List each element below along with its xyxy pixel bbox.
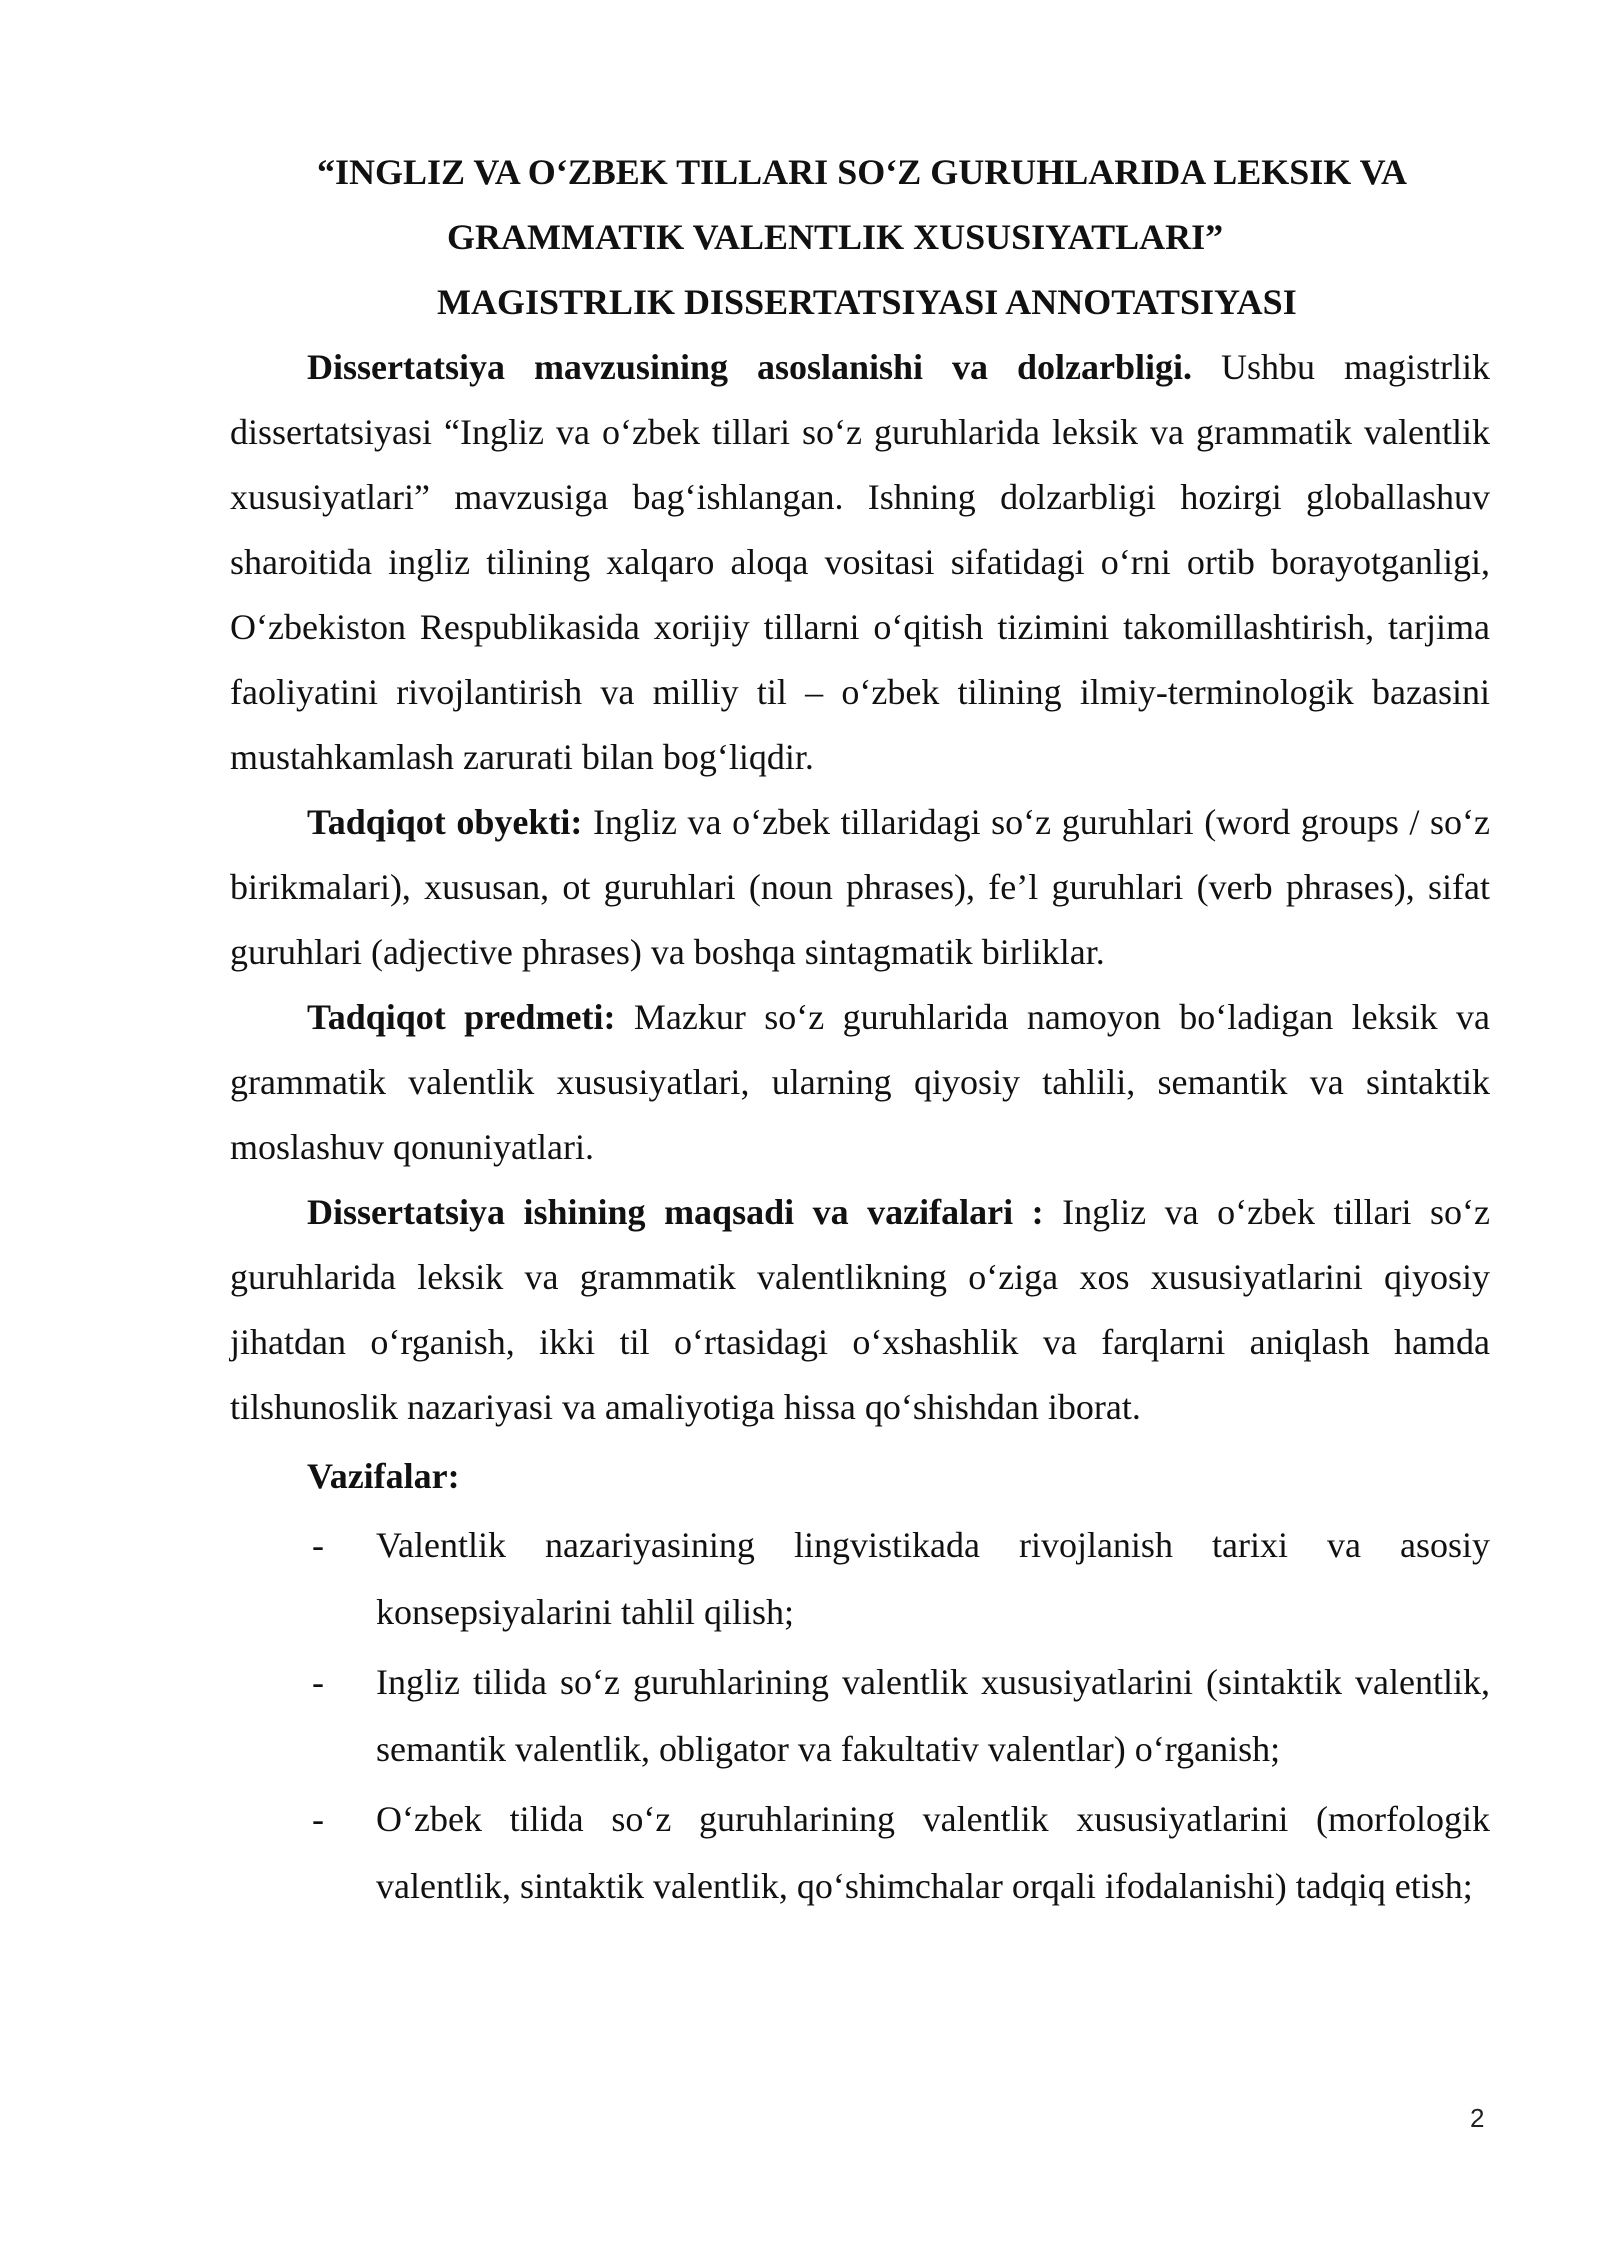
title-line-3: MAGISTRLIK DISSERTATSIYASI ANNOTATSIYASI [437, 282, 1297, 322]
page-content [230, 140, 1490, 1920]
list-item [230, 1786, 1490, 1920]
title-line-2: GRAMMATIK VALENTLIK XUSUSIYATLARI” [447, 217, 1224, 257]
list-item [230, 1649, 1490, 1783]
goal-text: Ingliz va o‘zbek tillari so‘z guruhlarida leksik va grammatik valentlikning o‘ziga xos xususiyatlarini qiyosiy jihatdan o‘rganish, ikki til o‘rtasidagi o‘xshashlik va farqlarni aniqlash hamda tilshunoslik nazariyasi va amaliyotiga hissa qo‘shishdan iborat. [230, 1192, 1490, 1427]
subject-paragraph [230, 985, 1490, 1180]
relevance-paragraph [230, 335, 1490, 790]
relevance-label: Dissertatsiya mavzusining asoslanishi va dolzarbligi. [307, 347, 1193, 387]
subject-label: Tadqiqot predmeti: [307, 997, 616, 1037]
object-label: Tadqiqot obyekti: [307, 802, 583, 842]
goal-label: Dissertatsiya ishining maqsadi va vazifalari : [307, 1192, 1044, 1232]
object-paragraph [230, 790, 1490, 985]
dash-bullet: - [312, 1662, 324, 1702]
task-text: Ingliz tilida so‘z guruhlarining valentlik xususiyatlarini (sintaktik valentlik, semantik valentlik, obligator va fakultativ valentlar) o‘rganish; [376, 1662, 1490, 1769]
tasks-list [230, 1512, 1490, 1920]
relevance-text: Ushbu magistrlik dissertatsiyasi “Ingliz va o‘zbek tillari so‘z guruhlarida leksik va grammatik valentlik xususiyatlari” mavzusiga bag‘ishlangan. Ishning dolzarbligi hozirgi globallashuv sharoitida ingliz tilining xalqaro aloqa vositasi sifatidagi o‘rni ortib borayotganligi, O‘zbekiston Respublikasida xorijiy tillarni o‘qitish tizimini takomillashtirish, tarjima faoliyatini rivojlantirish va milliy til – o‘zbek tilining ilmiy-terminologik bazasini mustahkamlash zarurati bilan bog‘liqdir. [230, 347, 1490, 777]
dash-bullet: - [312, 1525, 324, 1565]
object-text: Ingliz va o‘zbek tillaridagi so‘z guruhlari (word groups / so‘z birikmalari), xususan, ot guruhlari (noun phrases), fe’l guruhlari (verb phrases), sifat guruhlari (adjective phrases) va boshqa sintagmatik birliklar. [230, 802, 1490, 972]
tasks-heading: Vazifalar: [307, 1456, 460, 1496]
task-text: Valentlik nazariyasining lingvistikada rivojlanish tarixi va asosiy konsepsiyalarini tahlil qilish; [376, 1525, 1490, 1632]
subject-text: Mazkur so‘z guruhlarida namoyon bo‘ladigan leksik va grammatik valentlik xususiyatlari, ularning qiyosiy tahlili, semantik va sintaktik moslashuv qonuniyatlari. [230, 997, 1490, 1167]
goal-paragraph [230, 1180, 1490, 1440]
title-line-1: “INGLIZ VA O‘ZBEK TILLARI SO‘Z GURUHLARIDA LEKSIK VA [317, 152, 1408, 192]
dash-bullet: - [312, 1799, 324, 1839]
page-number: 2 [1470, 2103, 1485, 2133]
task-text: O‘zbek tilida so‘z guruhlarining valentlik xususiyatlarini (morfologik valentlik, sintaktik valentlik, qo‘shimchalar orqali ifodalanishi) tadqiq etish; [376, 1799, 1490, 1906]
list-item [230, 1512, 1490, 1646]
